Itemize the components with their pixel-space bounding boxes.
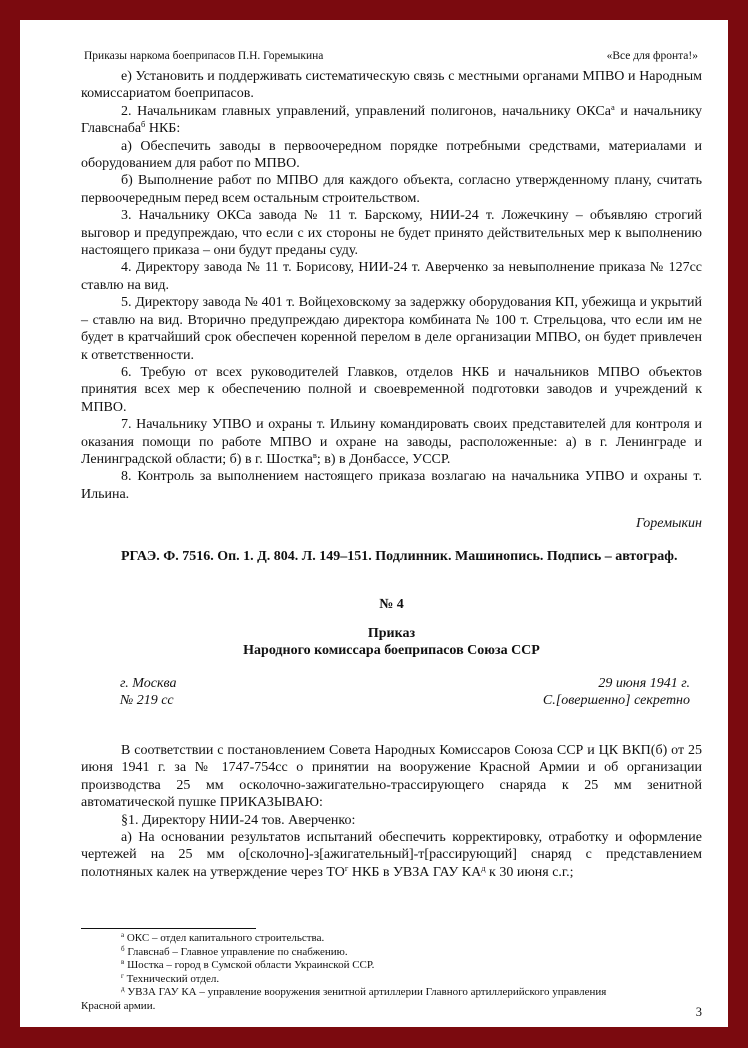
footnote-d-continuation: Красной армии. <box>81 999 156 1012</box>
document-title <box>81 625 702 660</box>
item-4: 4. Директору завода № 11 т. Борисову, НИИ-24 т. Аверченко за невыполнение приказа № 127сс ставлю на вид. <box>81 260 702 293</box>
footnote-v: $^в$ Шостка – город в Сумской области Украинской ССР. <box>121 958 375 972</box>
item-e: е) Установить и поддерживать систематическую связь с местными органами МПВО и Народным комиссариатом боеприпасов. <box>81 69 702 102</box>
header-left-title: Приказы наркома боеприпасов П.Н. Горемыкина <box>84 50 324 62</box>
signature: Горемыкин <box>635 516 702 532</box>
item-6: 6. Требую от всех руководителей Главков, отделов НКБ и начальников МПВО объектов принятия всех мер к обеспечению полной и своевременной подготовки заводов и учреждений к МПВО. <box>81 364 702 415</box>
item-8: 8. Контроль за выполнением настоящего приказа возлагаю на начальника УПВО и охраны т. Ильина. <box>81 469 702 502</box>
order-4-body <box>81 742 702 881</box>
footnote-ref-g: г <box>344 862 349 873</box>
footnote-d: $^д$ УВЗА ГАУ КА – управление вооружения зенитной артиллерии Главного артиллерийского управления <box>121 985 607 999</box>
intro-paragraph: В соответствии с постановлением Совета Народных Комиссаров Союза ССР и ЦК ВКП(б) от 25 июня 1941 г. за № 1747-754сс о принятии на вооружение Красной Армии и об организации производства 25 мм осколочно-зажигательно-трассирующего снаряда к 25 мм зенитной автоматической пушке ПРИКАЗЫВАЮ: <box>81 743 702 811</box>
footnote-ref-v: в <box>312 449 317 460</box>
archive-reference: РГАЭ. Ф. 7516. Оп. 1. Д. 804. Л. 149–151. Подлинник. Машинопись. Подпись – автограф. <box>121 548 678 564</box>
footnotes <box>81 932 702 1014</box>
order-number: № 219 сс <box>120 693 174 709</box>
item-3: 3. Начальнику ОКСа завода № 11 т. Барскому, НИИ-24 т. Ложечкину – объявляю строгий выговор и предупреждаю, что если с их стороны не будет принято действительных мер к выполнению настоящего приказа – они будут преданы суду. <box>81 208 702 259</box>
running-header <box>84 50 698 62</box>
date: 29 июня 1941 г. <box>598 676 690 691</box>
footnote-b: $^б$ Главснаб – Главное управление по снабжению. <box>121 944 348 958</box>
item-5: 5. Директору завода № 401 т. Войцеховскому за задержку оборудования КП, убежища и укрытий – ставлю на вид. Вторично предупреждаю директора комбината № 100 т. Стрельцова, что если им не будет в кратчайший срок обеспечен коренной перелом в деле организации МПВО, он будет привлечен к ответственности. <box>81 295 702 363</box>
document-number: № 4 <box>379 597 404 612</box>
footnote-ref-b: б <box>141 119 146 130</box>
document-meta <box>120 675 690 710</box>
document-page <box>20 20 728 1027</box>
item-7: 7. Начальнику УПВО и охраны т. Ильину командировать своих представителей для контроля и оказания помощи по работе МПВО и охране на заводы, расположенные: а) в г. Ленинграде и Ленинградской области; б) в г. Шостка$^в$; в) в Донбассе, УССР. <box>81 417 702 467</box>
order-continuation <box>81 68 702 565</box>
title-line-2: Народного комиссара боеприпасов Союза ССР <box>243 643 540 659</box>
secrecy-stamp: С.[овершенно] секретно <box>542 693 690 709</box>
section-1-item-a: а) На основании результатов испытаний обеспечить корректировку, отработку и оформление чертежей на 25 мм о[сколочно]-з[ажигательный]-т[рассирующий] снаряд с представлением полотняных калек на утверждение через $ТО^г$ НКБ в УВЗА ГАУ $КА^д$ к 30 июня с.г.; <box>81 830 702 880</box>
place: г. Москва <box>120 676 177 691</box>
title-line-1: Приказ <box>367 626 416 641</box>
footnote-divider <box>81 928 256 929</box>
item-2b: б) Выполнение работ по МПВО для каждого объекта, согласно утвержденному плану, считать первоочередным перед всем остальным строительством. <box>81 173 702 206</box>
header-right-title: «Все для фронта!» <box>606 50 698 62</box>
item-2: 2. Начальникам главных управлений, управлений полигонов, начальнику ОКСа$^а$ и начальнику Главснаба$^б$ НКБ: <box>81 101 702 137</box>
footnote-a: $^а$ ОКС – отдел капитального строительства. <box>121 931 325 944</box>
footnote-ref-d: д <box>481 862 486 873</box>
item-2a: а) Обеспечить заводы в первоочередном порядке потребными средствами, материалами и оборудованием для работ по МПВО. <box>81 138 702 172</box>
footnote-ref-a: а <box>610 101 615 112</box>
page-number: 3 <box>695 1005 702 1019</box>
section-1-heading: §1. Директору НИИ-24 тов. Аверченко: <box>121 812 356 828</box>
footnote-g: $^г$ Технический отдел. <box>121 971 220 985</box>
